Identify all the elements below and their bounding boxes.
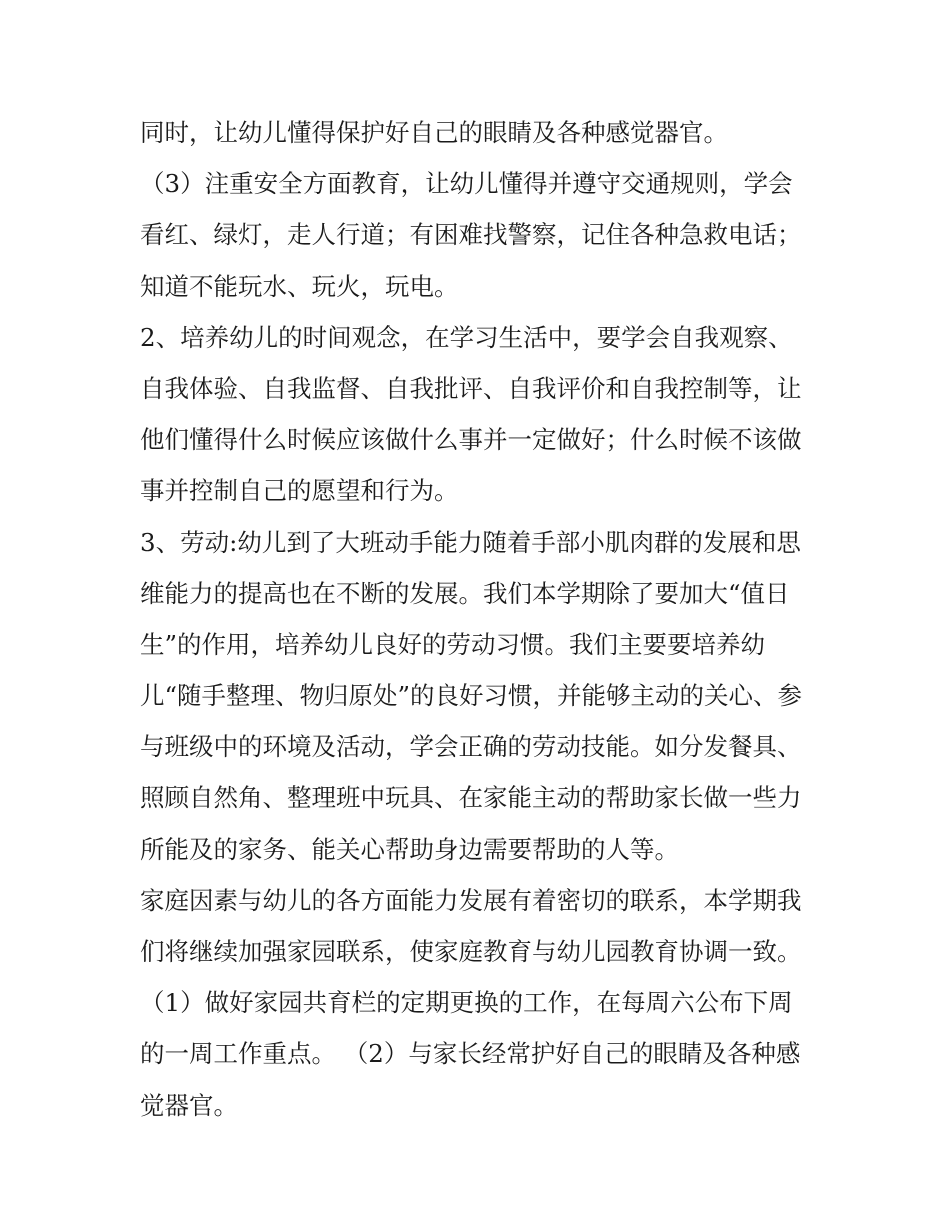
- document-body: [140, 107, 820, 1131]
- text-line: 维能力的提高也在不断的发展。我们本学期除了要加大“值日: [140, 578, 790, 608]
- text-line: 3、劳动:幼儿到了大班动手能力随着手部小肌肉群的发展和思: [140, 527, 801, 557]
- text-line: （1）做好家园共育栏的定期更换的工作，在每周六公布下周: [140, 988, 793, 1018]
- text-line: 知道不能玩水、玩火，玩电。: [140, 271, 459, 301]
- text-line: 家庭因素与幼儿的各方面能力发展有着密切的联系，本学期我: [140, 885, 802, 915]
- text-line: 他们懂得什么时候应该做什么事并一定做好；什么时候不该做: [140, 425, 802, 455]
- text-line: 事并控制自己的愿望和行为。: [140, 476, 459, 506]
- text-line: （3）注重安全方面教育，让幼儿懂得并遵守交通规则，学会: [140, 169, 793, 199]
- text-line: 觉器官。: [140, 1090, 238, 1120]
- text-line: 们将继续加强家园联系，使家庭教育与幼儿园教育协调一致。: [140, 937, 802, 966]
- text-line: 与班级中的环境及活动，学会正确的劳动技能。如分发餐具、: [140, 732, 802, 762]
- text-line: 自我体验、自我监督、自我批评、自我评价和自我控制等，让: [140, 373, 802, 403]
- text-line: 同时，让幼儿懂得保护好自己的眼睛及各种感觉器官。: [140, 118, 728, 147]
- text-line: 儿“随手整理、物归原处”的良好习惯，并能够主动的关心、参: [140, 681, 803, 711]
- text-line: 生”的作用，培养幼儿良好的劳动习惯。我们主要要培养幼: [140, 629, 766, 659]
- text-line: 照顾自然角、整理班中玩具、在家能主动的帮助家长做一些力: [140, 783, 802, 813]
- text-line: 所能及的家务、能关心帮助身边需要帮助的人等。: [140, 834, 679, 864]
- text-line: 的一周工作重点。 （2）与家长经常护好自己的眼睛及各种感: [140, 1039, 801, 1069]
- text-line: 2、培养幼儿的时间观念，在学习生活中，要学会自我观察、: [140, 322, 793, 352]
- text-line: 看红、绿灯，走人行道；有困难找警察，记住各种急救电话；: [140, 220, 802, 250]
